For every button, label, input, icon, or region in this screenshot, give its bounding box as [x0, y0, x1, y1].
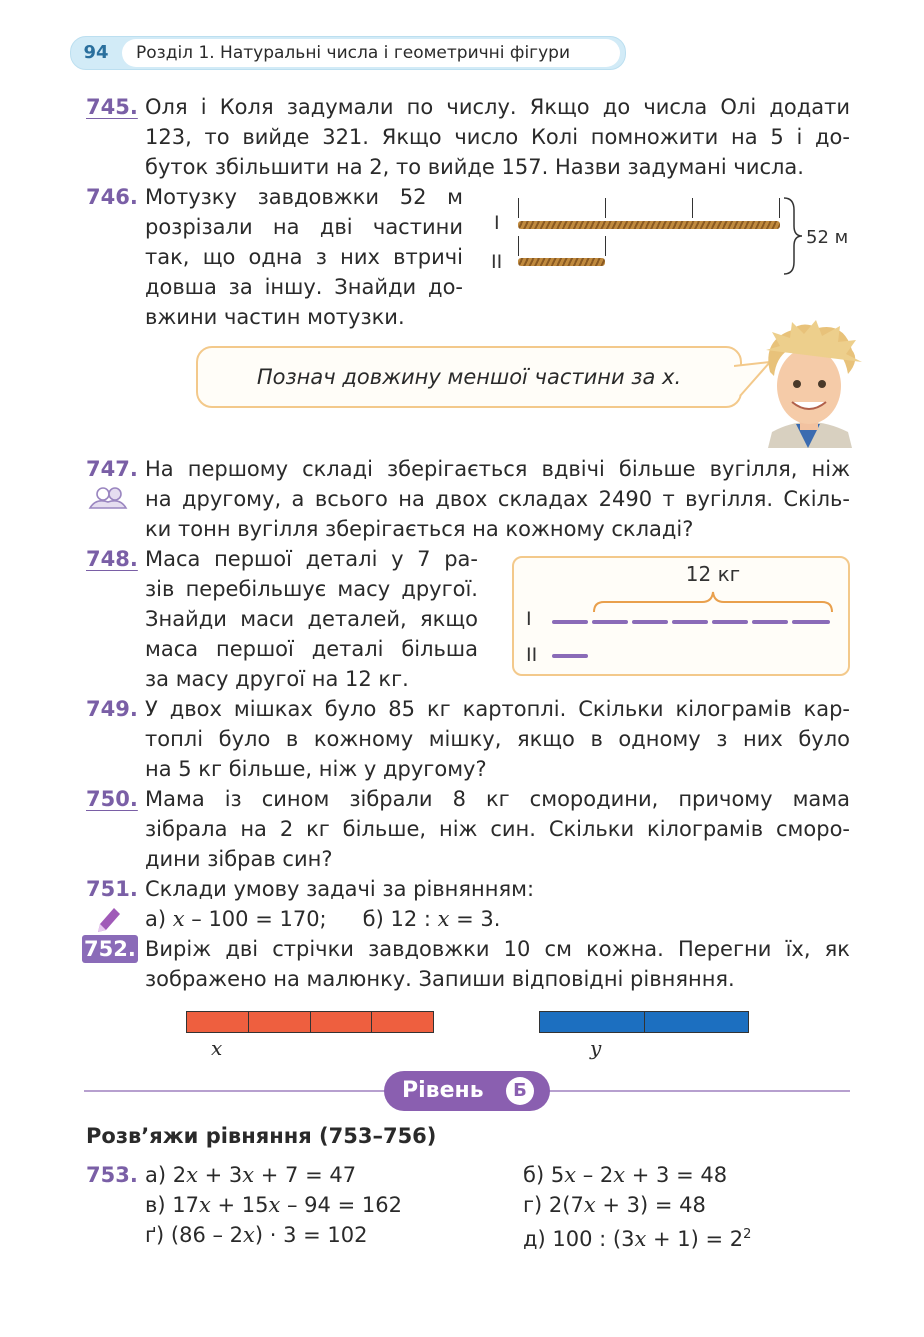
var-y: y [590, 1036, 602, 1060]
text-line: Оля і Коля задумали по числу. Якщо до числа Олі додати [145, 95, 850, 119]
eq-part: ґ) (86 – 2 [145, 1223, 244, 1247]
strip-segment [645, 1012, 749, 1032]
equation-v [145, 1190, 402, 1220]
section-title: Розв’яжи рівняння (753–756) [86, 1124, 437, 1148]
eq-part: в) 17 [145, 1193, 199, 1217]
mass-diagram [512, 556, 850, 676]
equation-text: – 100 = 170; [184, 907, 327, 931]
task-751-text [145, 874, 850, 934]
text-line: так, що одна з них втричі [145, 245, 463, 269]
text-line: буток збільшити на 2, то вийде 157. Назви задумані числа. [145, 155, 804, 179]
task-number-745: 745. [86, 95, 138, 119]
rope-tick [692, 198, 693, 218]
equation-a [145, 1160, 356, 1190]
text-line: топлі було в кожному мішку, якщо в одному з них було [145, 727, 850, 751]
pencil-icon [94, 904, 124, 932]
equation-label: б) 12 : [362, 907, 438, 931]
eq-part: – 94 = 162 [280, 1193, 402, 1217]
strip-segment [372, 1012, 433, 1032]
text-line: маса першої деталі більша [145, 637, 478, 661]
eq-part: + 7 = 47 [254, 1163, 357, 1187]
strip-x [186, 1011, 434, 1033]
mass-bars [552, 616, 834, 664]
equation-text: = 3. [449, 907, 501, 931]
eq-part: – 2 [576, 1163, 614, 1187]
rope-long [518, 221, 780, 229]
text-line: зображено на малюнку. Запиши відповідні рівняння. [145, 967, 735, 991]
equation-d [523, 1220, 751, 1254]
text-line: розрізали на дві частини [145, 215, 463, 239]
task-747-text [145, 454, 850, 544]
eq-part: д) 100 : (3 [523, 1227, 635, 1251]
task-749-text [145, 694, 850, 784]
mass-label-2: II [526, 644, 538, 666]
rope-total: 52 м [806, 227, 849, 248]
task-750-text [145, 784, 850, 874]
task-number-748: 748. [86, 547, 138, 571]
task-746-text [145, 182, 463, 332]
task-748-text [145, 544, 478, 694]
equation-g [523, 1190, 706, 1220]
text-line: Склади умову задачі за рівнянням: [145, 877, 535, 901]
var-x: x [242, 1163, 255, 1187]
equation-b [523, 1160, 727, 1190]
var-x: x [211, 1036, 223, 1060]
text-line: Мотузку завдовжки 52 м [145, 185, 463, 209]
equation-line [145, 904, 850, 934]
rope-tick [779, 198, 780, 218]
text-line: Знайди маси деталей, якщо [145, 607, 478, 631]
task-number-746: 746. [86, 185, 138, 209]
level-label: Рівень [402, 1078, 484, 1103]
text-line: довша за іншу. Знайди до- [145, 275, 463, 299]
strip-y-label [590, 1036, 601, 1060]
eq-part: + 1) = 2 [646, 1227, 744, 1251]
level-letter: Б [506, 1077, 534, 1105]
text-line: на 5 кг більше, ніж у другому? [145, 757, 487, 781]
boy-illustration-icon [752, 320, 864, 448]
text-line: Виріж дві стрічки завдовжки 10 см кожна. Перегни їх, як [145, 937, 850, 961]
equation-label: а) [145, 907, 173, 931]
task-number-752: 752. [84, 937, 136, 961]
text-line: вжини частин мотузки. [145, 305, 405, 329]
var-x: x [564, 1163, 577, 1187]
eq-part: б) 5 [523, 1163, 565, 1187]
eq-part: а) 2 [145, 1163, 187, 1187]
task-number-747: 747. [86, 457, 138, 481]
text-line: дини зібрав син? [145, 847, 333, 871]
page-number: 94 [83, 42, 109, 63]
var-x: x [172, 907, 185, 931]
rope-tick [605, 198, 606, 218]
rope-label-2: II [491, 251, 503, 273]
rope-tick [605, 236, 606, 256]
strip-segment [249, 1012, 311, 1032]
task-745-text [145, 92, 850, 182]
task-752-text [145, 934, 850, 994]
var-x: x [198, 1193, 211, 1217]
strip-x-label [211, 1036, 222, 1060]
mass-difference: 12 кг [685, 562, 741, 586]
eq-part: + 3) = 48 [595, 1193, 706, 1217]
var-x: x [634, 1227, 647, 1251]
task-number-751: 751. [86, 877, 138, 901]
text-line: Маса першої деталі у 7 ра- [145, 547, 478, 571]
text-line: зібрала на 2 кг більше, ніж син. Скільки кілограмів сморо- [145, 817, 850, 841]
var-x: x [437, 907, 450, 931]
hint-text: Познач довжину меншої частини за x. [256, 365, 682, 389]
rope-tick [518, 236, 519, 256]
hint-bubble [196, 346, 742, 408]
page-header [70, 36, 626, 70]
task-number-753: 753. [86, 1163, 138, 1187]
text-line: На першому складі зберігається вдвічі більше вугілля, ніж [145, 457, 850, 481]
mass-brace [592, 588, 834, 614]
mass-label-1: I [526, 608, 532, 630]
exponent: 2 [743, 1227, 752, 1242]
rope-tick [518, 198, 519, 218]
text-line: за масу другої на 12 кг. [145, 667, 409, 691]
rope-brace [782, 196, 806, 276]
var-x: x [186, 1163, 198, 1187]
eq-part: + 3 [197, 1163, 243, 1187]
chapter-title: Розділ 1. Натуральні числа і геометричні фігури [122, 39, 620, 67]
eq-part: + 3 = 48 [625, 1163, 728, 1187]
task-number-749: 749. [86, 697, 138, 721]
text-line: У двох мішках було 85 кг картоплі. Скільки кілограмів кар- [145, 697, 850, 721]
text-line: Мама із сином зібрали 8 кг смородини, причому мама [145, 787, 850, 811]
task-number-750: 750. [86, 787, 138, 811]
var-x: x [613, 1163, 626, 1187]
strip-segment [540, 1012, 645, 1032]
var-x: x [243, 1223, 255, 1247]
eq-part: + 15 [210, 1193, 269, 1217]
level-badge [384, 1071, 550, 1111]
eq-part: ) · 3 = 102 [254, 1223, 368, 1247]
text-line: ки тонн вугілля зберігається на кожному складі? [145, 517, 694, 541]
eq-part: г) 2(7 [523, 1193, 584, 1217]
rope-short [518, 258, 605, 266]
strip-y [539, 1011, 749, 1033]
var-x: x [583, 1193, 596, 1217]
pair-work-icon [88, 486, 128, 510]
strip-segment [187, 1012, 249, 1032]
text-line: зів перебільшує масу другої. [145, 577, 478, 601]
text-line: 123, то вийде 321. Якщо число Колі помножити на 5 і до- [145, 125, 850, 149]
strip-segment [311, 1012, 373, 1032]
text-line: на другому, а всього на двох складах 2490 т вугілля. Скіль- [145, 487, 850, 511]
equation-gg [145, 1220, 367, 1250]
rope-label-1: I [494, 212, 500, 234]
var-x: x [268, 1193, 281, 1217]
